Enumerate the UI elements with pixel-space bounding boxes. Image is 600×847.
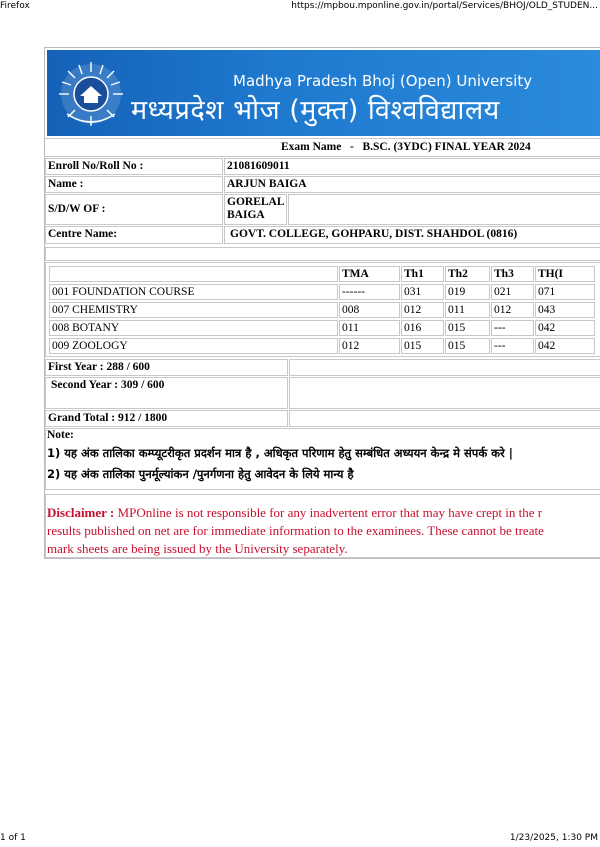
- parent-value-line2: BAIGA: [227, 209, 265, 221]
- print-footer-datetime: 1/23/2025, 1:30 PM: [509, 833, 598, 843]
- disclaimer-line-2: results published on net are for immediate information to the examinees. These cannot be treate: [47, 523, 544, 538]
- marks-header-cell: Th3: [491, 266, 534, 282]
- print-header-browser: Firefox: [0, 1, 30, 11]
- marks-cell: 021: [491, 284, 534, 300]
- disclaimer: [47, 504, 600, 558]
- marks-header-cell: Th2: [445, 266, 490, 282]
- marks-header-cell: [49, 266, 338, 282]
- marks-cell: 042: [535, 320, 595, 336]
- marks-header-cell: TH(I: [535, 266, 595, 282]
- marks-cell: 015: [445, 320, 490, 336]
- first-year-total: First Year : 288 / 600: [45, 359, 288, 376]
- marks-cell: 015: [445, 338, 490, 354]
- disclaimer-line-1: MPOnline is not responsible for any inadvertent error that may have crept in the r: [117, 505, 543, 520]
- marks-cell: ---: [491, 338, 534, 354]
- marks-cell: 016: [401, 320, 444, 336]
- marks-cell: 012: [339, 338, 400, 354]
- marks-cell: 007 CHEMISTRY: [49, 302, 338, 318]
- marks-cell: 043: [535, 302, 595, 318]
- marks-header-cell: TMA: [339, 266, 400, 282]
- marks-cell: 031: [401, 284, 444, 300]
- parent-label: S/D/W OF :: [45, 194, 223, 225]
- marks-cell: 042: [535, 338, 595, 354]
- marks-cell: 001 FOUNDATION COURSE: [49, 284, 338, 300]
- print-header-url: https://mpbou.mponline.gov.in/portal/Services/BHOJ/OLD_STUDEN...: [291, 1, 598, 11]
- marks-cell: 011: [339, 320, 400, 336]
- second-year-total: Second Year : 309 / 600: [45, 377, 288, 409]
- marks-cell: 009 ZOOLOGY: [49, 338, 338, 354]
- marks-cell: 012: [401, 302, 444, 318]
- university-name-english: Madhya Pradesh Bhoj (Open) University: [233, 72, 533, 90]
- parent-value-line1: GORELAL: [227, 196, 285, 208]
- enroll-label: Enroll No/Roll No :: [45, 158, 223, 175]
- marks-cell: 019: [445, 284, 490, 300]
- notes-heading: Note:: [47, 429, 74, 441]
- parent-value: [224, 194, 287, 225]
- name-label: Name :: [45, 176, 223, 193]
- centre-value: GOVT. COLLEGE, GOHPARU, DIST. SHAHDOL (0816): [224, 226, 600, 244]
- marks-cell: 015: [401, 338, 444, 354]
- marks-cell: ---: [491, 320, 534, 336]
- disclaimer-line-3: mark sheets are being issued by the University separately.: [47, 541, 348, 556]
- print-footer-page: 1 of 1: [0, 833, 26, 843]
- university-name-hindi: मध्यप्रदेश भोज (मुक्त) विश्वविद्यालय: [131, 95, 500, 126]
- note-line-2: 2) यह अंक तालिका पुनर्मूल्यांकन /पुनर्गणना हेतु आवेदन के लिये मान्य है: [47, 467, 354, 481]
- university-logo-icon: [53, 56, 129, 132]
- university-banner: [47, 50, 600, 136]
- parent-blank-cell: [288, 194, 600, 225]
- marks-cell: 008: [339, 302, 400, 318]
- exam-name-value: B.SC. (3YDC) FINAL YEAR 2024: [362, 141, 531, 153]
- first-year-blank: [289, 359, 600, 376]
- marks-cell: ------: [339, 284, 400, 300]
- spacer-row: [45, 247, 600, 261]
- note-line-1: 1) यह अंक तालिका कम्प्यूटरीकृत प्रदर्शन मात्र है , अधिकृत परिणाम हेतु सम्बंधित अध्ययन केन्द्र मे संपर्क करे |: [47, 446, 513, 460]
- exam-name-separator: -: [350, 141, 354, 153]
- name-value: ARJUN BAIGA: [224, 176, 600, 193]
- exam-name-label: Exam Name: [281, 141, 342, 153]
- centre-label: Centre Name:: [45, 226, 223, 244]
- grand-total: Grand Total : 912 / 1800: [45, 410, 288, 427]
- marks-header-cell: Th1: [401, 266, 444, 282]
- grand-total-blank: [289, 410, 600, 427]
- marks-cell: 011: [445, 302, 490, 318]
- marks-cell: 008 BOTANY: [49, 320, 338, 336]
- marksheet: [44, 47, 600, 559]
- exam-name: [281, 141, 531, 153]
- second-year-blank: [289, 377, 600, 409]
- enroll-value: 21081609011: [224, 158, 600, 175]
- marks-cell: 012: [491, 302, 534, 318]
- disclaimer-label: Disclaimer :: [47, 505, 115, 520]
- marks-cell: 071: [535, 284, 595, 300]
